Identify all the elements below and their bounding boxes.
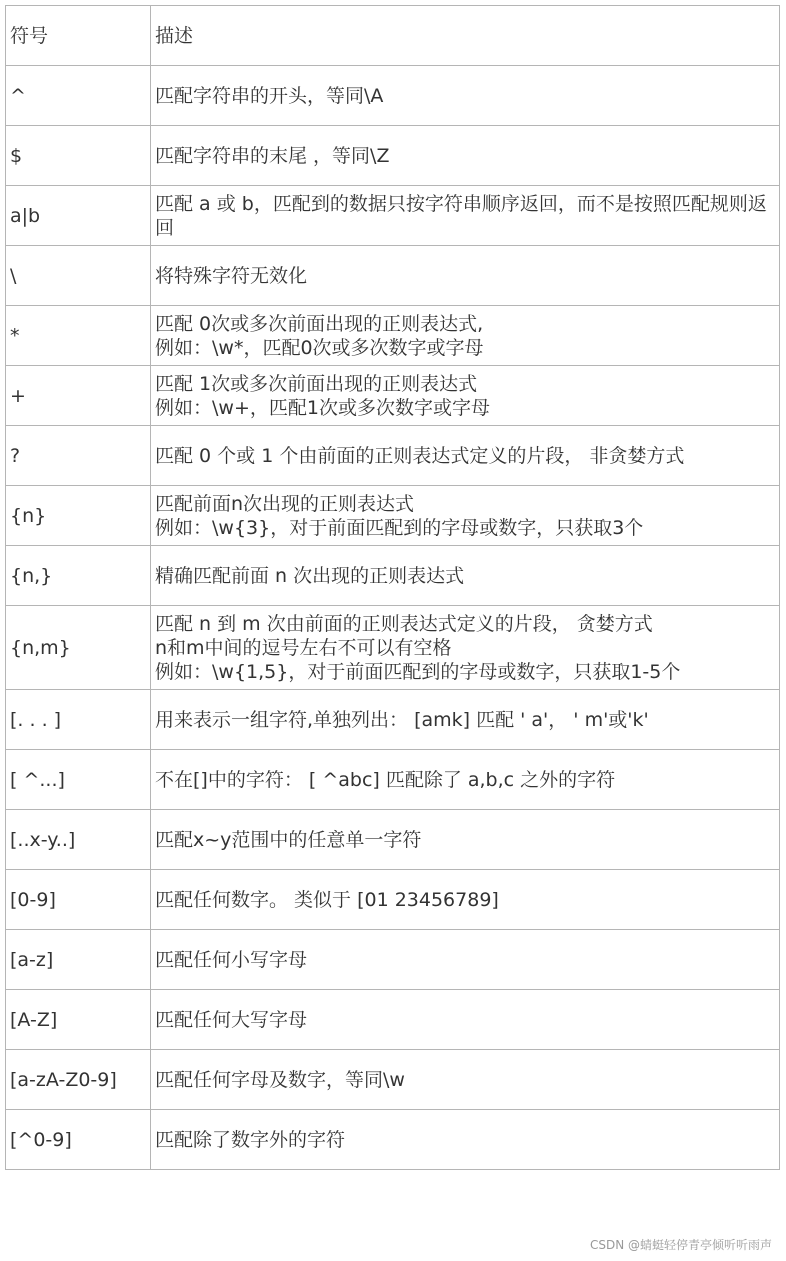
table-row [6,126,780,186]
symbol-cell: ^ [6,66,151,126]
description-cell: 匹配 n 到 m 次由前面的正则表达式定义的片段， 贪婪方式 n和m中间的逗号左右不可以有空格 例如：\w{1,5}，对于前面匹配到的字母或数字，只获取1-5个 [151,606,780,690]
symbol-cell: \ [6,246,151,306]
header-symbol: 符号 [6,6,151,66]
symbol-cell: [A-Z] [6,990,151,1050]
table-row [6,606,780,690]
description-cell: 不在[]中的字符： [ ^abc] 匹配除了 a,b,c 之外的字符 [151,750,780,810]
description-cell: 匹配字符串的末尾 ，等同\Z [151,126,780,186]
symbol-cell: a|b [6,186,151,246]
table-row [6,930,780,990]
symbol-cell: $ [6,126,151,186]
table-row [6,1110,780,1170]
description-cell: 将特殊字符无效化 [151,246,780,306]
symbol-cell: [a-zA-Z0-9] [6,1050,151,1110]
table-row [6,990,780,1050]
header-description: 描述 [151,6,780,66]
description-cell: 匹配任何字母及数字，等同\w [151,1050,780,1110]
table-row [6,426,780,486]
symbol-cell: {n} [6,486,151,546]
description-cell: 匹配字符串的开头，等同\A [151,66,780,126]
symbol-cell: [a-z] [6,930,151,990]
table-body [6,6,780,1170]
description-cell: 匹配任何大写字母 [151,990,780,1050]
description-cell: 匹配任何小写字母 [151,930,780,990]
symbol-cell: [0-9] [6,870,151,930]
symbol-cell: {n,m} [6,606,151,690]
description-cell: 匹配除了数字外的字符 [151,1110,780,1170]
symbol-cell: * [6,306,151,366]
description-cell: 匹配 0次或多次前面出现的正则表达式, 例如：\w*，匹配0次或多次数字或字母 [151,306,780,366]
description-cell: 用来表示一组字符,单独列出： [amk] 匹配 ' a'， ' m'或'k' [151,690,780,750]
table-row [6,486,780,546]
table-row [6,66,780,126]
description-cell: 匹配x~y范围中的任意单一字符 [151,810,780,870]
regex-symbol-table [5,5,780,1170]
description-cell: 匹配 0 个或 1 个由前面的正则表达式定义的片段， 非贪婪方式 [151,426,780,486]
table-row [6,750,780,810]
table-row [6,546,780,606]
description-cell: 匹配任何数字。 类似于 [01 23456789] [151,870,780,930]
table-row [6,1050,780,1110]
table-row [6,810,780,870]
table-row [6,870,780,930]
description-cell: 匹配前面n次出现的正则表达式 例如：\w{3}，对于前面匹配到的字母或数字，只获取3个 [151,486,780,546]
csdn-watermark: CSDN @蜻蜓轻停青亭倾听听雨声 [589,1238,772,1252]
table-row [6,366,780,426]
symbol-cell: [^0-9] [6,1110,151,1170]
table-row [6,306,780,366]
symbol-cell: {n,} [6,546,151,606]
description-cell: 精确匹配前面 n 次出现的正则表达式 [151,546,780,606]
description-cell: 匹配 a 或 b，匹配到的数据只按字符串顺序返回，而不是按照匹配规则返回 [151,186,780,246]
table-row [6,186,780,246]
symbol-cell: [. . . ] [6,690,151,750]
table-row [6,246,780,306]
symbol-cell: ? [6,426,151,486]
symbol-cell: [..x-y..] [6,810,151,870]
symbol-cell: [ ^...] [6,750,151,810]
symbol-cell: + [6,366,151,426]
table-header-row [6,6,780,66]
table-row [6,690,780,750]
description-cell: 匹配 1次或多次前面出现的正则表达式 例如：\w+，匹配1次或多次数字或字母 [151,366,780,426]
